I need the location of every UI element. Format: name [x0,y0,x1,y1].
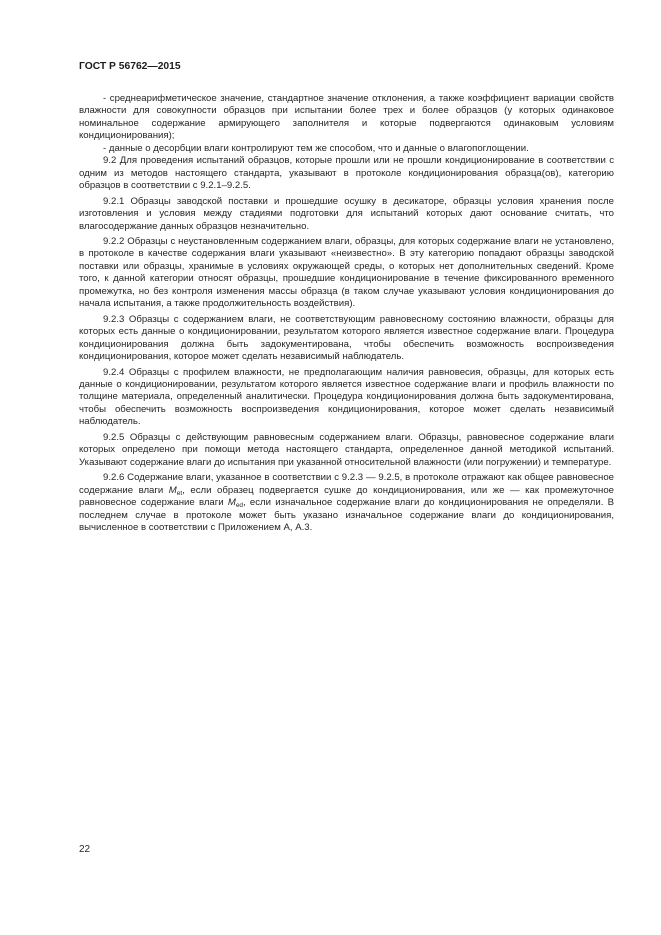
clause-9-2-6 [79,472,614,534]
clause-9-2-4: 9.2.4 Образцы с профилем влажности, не предполагающим наличия равновесия, образцы, для которых есть данные о кондиционировании, результатом которого является известное содержание влаги и профиль влажности по толщине материала, определенный аналитически. Процедура кондиционирования должна быть задокументирована, чтобы обеспечить возможность воспроизведения кондиционирования, которое может сделать независимый наблюдатель. [79,366,614,428]
document-header: ГОСТ Р 56762—2015 [79,61,181,72]
clause-9-2: 9.2 Для проведения испытаний образцов, которые прошли или не прошли кондиционирование в соответствии с одним из методов настоящего стандарта, указывают в протоколе кондиционирования образца(ов), категорию образцов в соответствии с 9.2.1–9.2.5. [79,155,614,192]
paragraph-list-item: - среднеарифметическое значение, стандартное значение отклонения, а также коэффициент вариации свойств влажности для совокупности образцов при испытании более трех и более образцов (у которых одинаковое номинальное содержание армирующего заполнителя и которые подвергаются одинаковым условиям кондиционирования); [79,93,614,142]
document-body [79,93,614,534]
symbol-m: M [227,497,236,509]
clause-9-2-5: 9.2.5 Образцы с действующим равновесным содержанием влаги. Образцы, равновесное содержание влаги которых определено при помощи метода настоящего стандарта, определенное данной методикой испытаний. Указывают содержание влаги до испытания при указанной относительной влажности (или погружении) и температуре. [79,431,614,468]
subscript-et: et [176,489,183,497]
clause-9-2-1: 9.2.1 Образцы заводской поставки и прошедшие осушку в десикаторе, образцы условия хранения после изготовления и условия между стадиями подготовки для испытаний которых дают основание считать, что влагосодержание данных образцов незначительно. [79,195,614,232]
clause-text: , если изначальное содержание влаги до кондиционирования не определяли. В последнем случае в протоколе может быть указано изначальное содержание влаги до кондиционирования, вычисленное в соответствии с Приложением А, А.3. [79,497,614,533]
subscript-ed: ed [235,502,244,510]
page-number: 22 [79,844,91,855]
symbol-m: M [168,484,177,496]
clause-9-2-2: 9.2.2 Образцы с неустановленным содержанием влаги, образцы, для которых содержание влаги не установлено, в протоколе в качестве содержания влаги указывают «неизвестно». В эту категорию попадают образцы заводской поставки или образцы, хранимые в условиях окружающей среды, о которых нет дополнительных сведений. Кроме того, к данной категории относят образцы, прошедшие кондиционирование в течение фиксированного временного промежутка, но без контроля изменения массы образца (в таком случае указывают условия кондиционирования до начала испытания, а также продолжительность воздействия). [79,235,614,310]
clause-text: , если образец подвергается сушке до кондиционирования, или же — как промежуточное равновесное содержание влаги [79,484,615,509]
clause-text: 9.2.6 Содержание влаги, указанное в соответствии с 9.2.3 — 9.2.5, в протоколе отражают как общее равновесное содержание влаги [79,472,614,496]
paragraph-list-item: - данные о десорбции влаги контролируют тем же способом, что и данные о влагопоглощении. [103,142,529,154]
clause-9-2-3: 9.2.3 Образцы с содержанием влаги, не соответствующим равновесному состоянию влажности, образцы для которых есть данные о кондиционировании, результатом которого является известное содержание влаги. Процедура кондиционирования должна быть задокументирована, чтобы обеспечить возможность воспроизведения кондиционирования, которое может сделать независимый наблюдатель. [79,313,614,363]
